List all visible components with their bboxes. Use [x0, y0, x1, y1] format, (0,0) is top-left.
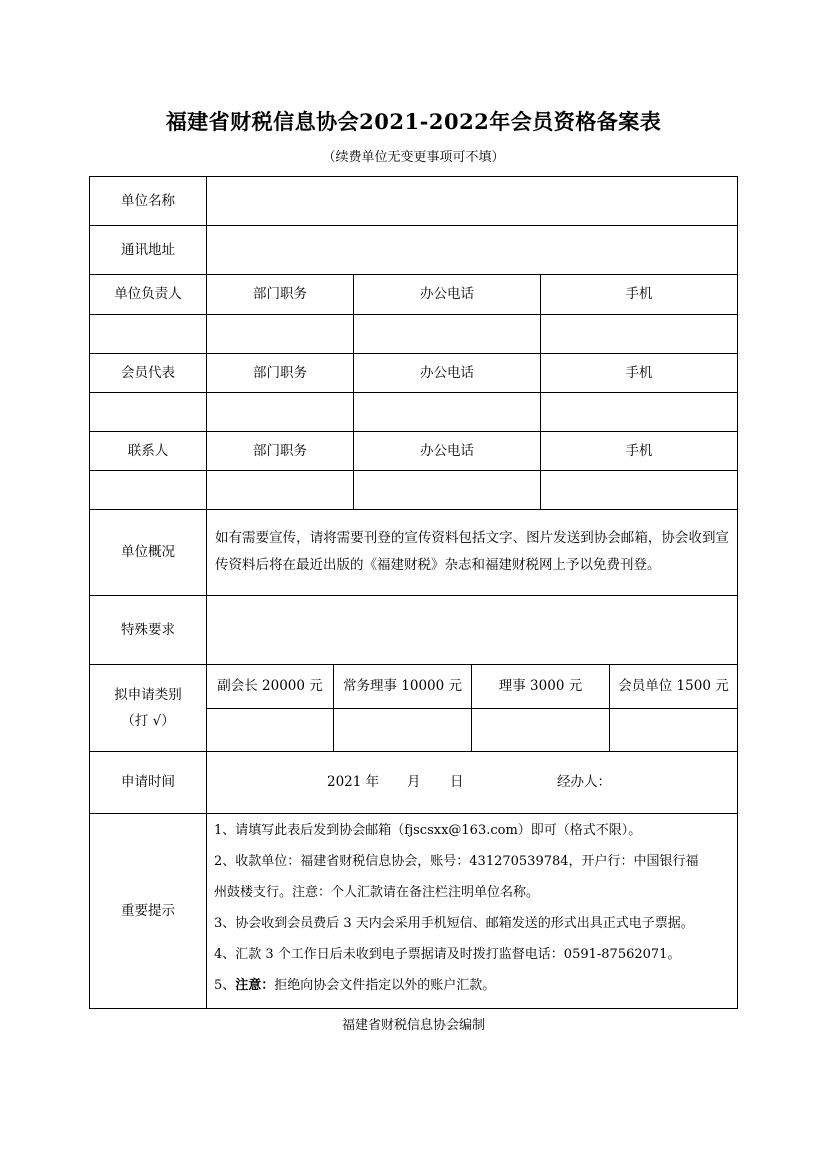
note-line-2b: 州鼓楼支行。注意：个人汇款请在备注栏注明单位名称。 — [214, 885, 540, 900]
label-apply-category-line1: 拟申请类别 — [114, 687, 182, 703]
label-special-requirements: 特殊要求 — [121, 621, 175, 638]
unit-head-name-field[interactable] — [90, 315, 206, 353]
col-header-dept-position: 部门职务 — [253, 442, 307, 459]
col-header-office-phone: 办公电话 — [420, 442, 474, 459]
category-vice-president: 副会长 20000 元 — [217, 678, 323, 695]
check-director[interactable] — [472, 709, 609, 751]
contact-dept-field[interactable] — [207, 471, 353, 509]
unit-head-phone-field[interactable] — [354, 315, 540, 353]
registration-form-table — [89, 176, 738, 1009]
note-line-5-text: 拒绝向协会文件指定以外的账户汇款。 — [274, 978, 496, 993]
label-apply-time: 申请时间 — [121, 774, 175, 791]
col-header-dept-position: 部门职务 — [253, 364, 307, 381]
col-header-dept-position: 部门职务 — [253, 286, 307, 303]
apply-month: 月 — [407, 774, 421, 791]
category-director: 理事 3000 元 — [498, 678, 583, 695]
label-address: 通讯地址 — [121, 241, 175, 258]
check-vice-president[interactable] — [207, 709, 333, 751]
note-line-2a: 2、收款单位：福建省财税信息协会，账号：431270539784，开户行：中国银行福 — [214, 854, 699, 869]
category-member-unit: 会员单位 1500 元 — [618, 678, 729, 695]
unit-overview-text: 如有需要宣传，请将需要刊登的宣传资料包括文字、图片发送到协会邮箱，协会收到宣传资料后将在最近出版的《福建财税》杂志和福建财税网上予以免费刊登。 — [215, 530, 729, 573]
member-rep-name-field[interactable] — [90, 393, 206, 431]
label-member-rep: 会员代表 — [121, 364, 175, 381]
unit-head-dept-field[interactable] — [207, 315, 353, 353]
member-rep-dept-field[interactable] — [207, 393, 353, 431]
special-requirements-field[interactable] — [207, 596, 737, 664]
check-executive-director[interactable] — [334, 709, 471, 751]
contact-name-field[interactable] — [90, 471, 206, 509]
note-line-5-prefix: 5、 — [214, 978, 236, 993]
note-line-5 — [214, 970, 734, 1001]
check-member-unit[interactable] — [610, 709, 737, 751]
label-unit-name: 单位名称 — [121, 192, 175, 209]
handler-label: 经办人： — [557, 774, 611, 791]
note-line-5-warning: 注意： — [235, 978, 275, 993]
label-apply-category — [90, 665, 206, 751]
col-header-mobile: 手机 — [625, 286, 653, 303]
label-unit-head: 单位负责人 — [114, 286, 182, 303]
unit-head-mobile-field[interactable] — [541, 315, 737, 353]
col-header-office-phone: 办公电话 — [420, 364, 474, 381]
page-subtitle: （续费单位无变更事项可不填） — [322, 150, 505, 165]
page-footer: 福建省财税信息协会编制 — [341, 1018, 485, 1033]
label-apply-category-line2: （打 √） — [121, 713, 175, 729]
col-header-mobile: 手机 — [625, 364, 653, 381]
note-line-1: 1、请填写此表后发到协会邮箱（fjscsxx@163.com）即可（格式不限）。 — [214, 823, 642, 838]
note-line-4: 4、汇款 3 个工作日后未收到电子票据请及时拨打监督电话：0591-87562071。 — [214, 947, 681, 962]
label-unit-overview: 单位概况 — [121, 544, 175, 561]
apply-day: 日 — [450, 774, 464, 791]
apply-year: 2021 年 — [327, 774, 380, 791]
unit-name-field[interactable] — [207, 177, 737, 225]
col-header-mobile: 手机 — [625, 442, 653, 459]
contact-phone-field[interactable] — [354, 471, 540, 509]
contact-mobile-field[interactable] — [541, 471, 737, 509]
note-line-3: 3、协会收到会员费后 3 天内会采用手机短信、邮箱发送的形式出具正式电子票据。 — [214, 916, 694, 931]
category-executive-director: 常务理事 10000 元 — [342, 678, 463, 695]
page-title: 福建省财税信息协会2021-2022年会员资格备案表 — [165, 109, 662, 134]
member-rep-mobile-field[interactable] — [541, 393, 737, 431]
important-notes — [214, 815, 734, 1001]
col-header-office-phone: 办公电话 — [420, 286, 474, 303]
member-rep-phone-field[interactable] — [354, 393, 540, 431]
label-important-notes: 重要提示 — [121, 902, 175, 919]
address-field[interactable] — [207, 226, 737, 274]
label-contact: 联系人 — [127, 442, 169, 459]
